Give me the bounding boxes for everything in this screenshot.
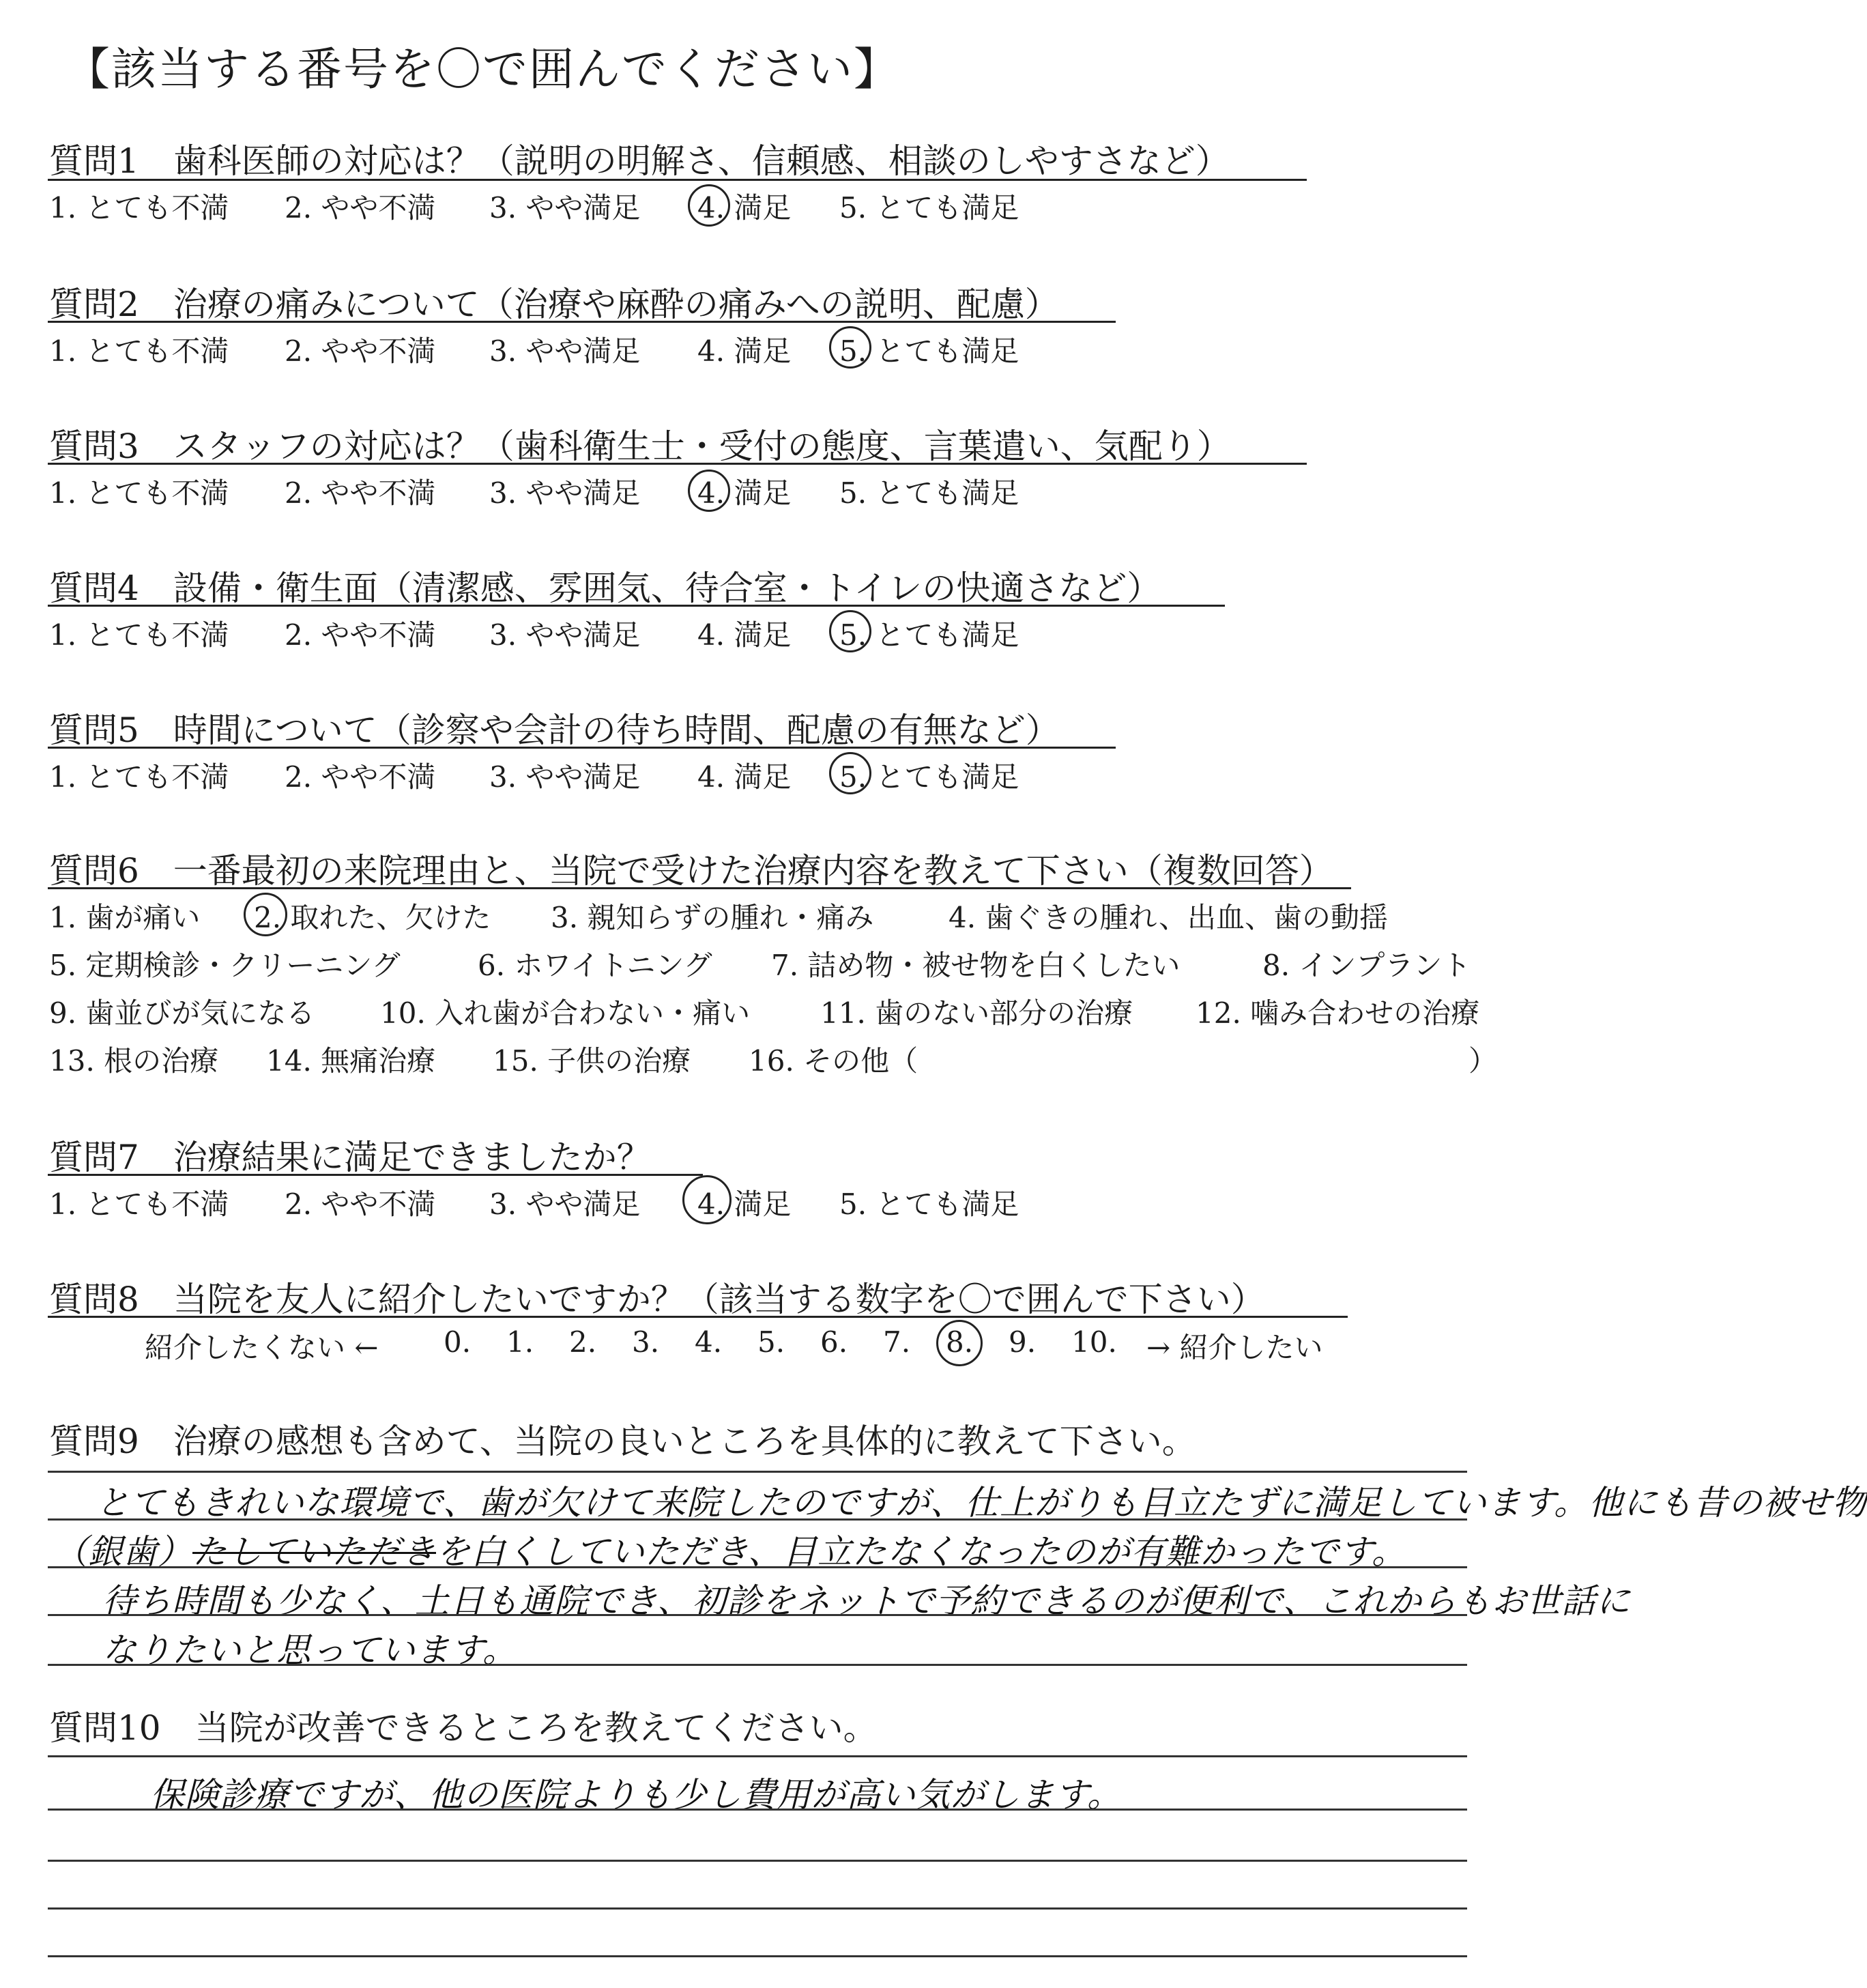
q3-option-1[interactable]: 1. とても不満: [49, 476, 229, 510]
q8-scale-9[interactable]: 9.: [1009, 1325, 1037, 1359]
q5-option-4[interactable]: 4. 満足: [697, 760, 792, 794]
q4-option-2[interactable]: 2. やや不満: [285, 618, 436, 652]
question-3-underline: [48, 463, 1307, 465]
q6-option-16[interactable]: 16. その他（: [749, 1044, 918, 1078]
q8-scale: [444, 1325, 1126, 1366]
q9-answer-struck-text: たしていただき: [192, 1532, 436, 1572]
question-8-heading: 質問8 当院を友人に紹介したいですか？（該当する数字を〇で囲んで下さい）: [49, 1280, 1265, 1319]
q6-option-15[interactable]: 15. 子供の治療: [493, 1044, 691, 1078]
question-7-options: [49, 1182, 1073, 1223]
q8-scale-4[interactable]: 4.: [695, 1325, 723, 1359]
q8-scale-6[interactable]: 6.: [820, 1325, 848, 1359]
q8-scale-2[interactable]: 2.: [569, 1325, 597, 1359]
q2-option-2[interactable]: 2. やや不満: [285, 334, 436, 368]
question-1-heading: 質問1 歯科医師の対応は？（説明の明解さ、信頼感、相談のしやすさなど）: [49, 141, 1230, 181]
q8-selected-circle-mark: [936, 1320, 983, 1366]
q10-answer-line-3: [48, 1860, 1467, 1862]
q2-option-4[interactable]: 4. 満足: [697, 334, 792, 368]
q7-option-1[interactable]: 1. とても不満: [49, 1187, 229, 1221]
q7-option-5[interactable]: 5. とても満足: [839, 1187, 1019, 1221]
q5-option-2[interactable]: 2. やや不満: [285, 760, 436, 794]
question-6-underline: [48, 887, 1351, 889]
question-1-options: [49, 186, 1073, 227]
q9-handwritten-answer-line-1: とてもきれいな環境で、歯が欠けて来院したのですが、仕上がりも目立たずに満足しています。他にも昔の被せ物: [96, 1483, 1867, 1523]
q10-answer-line-2: [48, 1809, 1467, 1811]
q9-handwritten-answer-line-3: 待ち時間も少なく、土日も通院でき、初診をネットで予約できるのが便利で、これからもお世話に: [102, 1581, 1631, 1621]
question-9-heading: 質問9 治療の感想も含めて、当院の良いところを具体的に教えて下さい。: [49, 1422, 1196, 1461]
question-2-options: [49, 329, 1073, 370]
question-7-underline: [48, 1174, 703, 1176]
q1-selected-circle-mark: [688, 184, 730, 227]
q6-row-4: [49, 1039, 1498, 1080]
q7-option-3[interactable]: 3. やや満足: [489, 1187, 641, 1221]
q9-handwritten-answer-line-4: なりたいと思っています。: [102, 1630, 517, 1670]
q2-option-1[interactable]: 1. とても不満: [49, 334, 229, 368]
question-4-heading: 質問4 設備・衛生面（清潔感、雰囲気、待合室・トイレの快適さなど）: [49, 568, 1161, 608]
q1-option-3[interactable]: 3. やや満足: [489, 191, 641, 225]
q1-option-4[interactable]: 4. 満足: [697, 191, 792, 225]
q9-answer-line-5: [48, 1664, 1467, 1666]
question-8-underline: [48, 1316, 1348, 1318]
q6-option-7[interactable]: 7. 詰め物・被せ物を白くしたい: [771, 949, 1181, 982]
q8-scale-3[interactable]: 3.: [632, 1325, 660, 1359]
q6-option-6[interactable]: 6. ホワイトニング: [478, 949, 712, 982]
q8-right-label: → 紹介したい: [1146, 1331, 1323, 1364]
q9-answer-line-2: [48, 1518, 1467, 1521]
q6-option-4[interactable]: 4. 歯ぐきの腫れ、出血、歯の動揺: [949, 901, 1388, 934]
q8-scale-8[interactable]: 8.: [946, 1325, 974, 1359]
q8-scale-0[interactable]: 0.: [444, 1325, 472, 1359]
question-2-heading: 質問2 治療の痛みについて（治療や麻酔の痛みへの説明、配慮）: [49, 285, 1059, 324]
q6-option-5[interactable]: 5. 定期検診・クリーニング: [49, 949, 401, 982]
q9-answer-silver-tooth: （銀歯）: [53, 1532, 192, 1572]
q8-left-label: 紹介したくない ←: [145, 1331, 379, 1364]
q6-selected-circle-mark: [244, 893, 287, 936]
q3-selected-circle-mark: [688, 470, 730, 512]
question-3-options: [49, 471, 1073, 512]
q6-option-11[interactable]: 11. 歯のない部分の治療: [820, 996, 1133, 1030]
q8-scale-7[interactable]: 7.: [883, 1325, 911, 1359]
q6-row-3: [49, 991, 1516, 1032]
q9-answer-line-2-rest: を白くしていただき、目立たなくなったのが有難かったです。: [436, 1532, 1406, 1572]
q10-answer-line-1: [48, 1755, 1467, 1757]
form-instruction-header: 【該当する番号を〇で囲んでください】: [65, 43, 900, 96]
question-1-underline: [48, 179, 1307, 181]
q6-option-14[interactable]: 14. 無痛治療: [266, 1044, 436, 1078]
q5-selected-circle-mark: [829, 752, 871, 794]
question-2-underline: [48, 321, 1116, 323]
question-5-options: [49, 755, 1073, 796]
q7-option-4[interactable]: 4. 満足: [697, 1187, 792, 1221]
q5-option-3[interactable]: 3. やや満足: [489, 760, 641, 794]
q6-option-3[interactable]: 3. 親知らずの腫れ・痛み: [551, 901, 874, 934]
q7-selected-circle-mark: [682, 1175, 732, 1224]
q3-option-2[interactable]: 2. やや不満: [285, 476, 436, 510]
question-4-options: [49, 613, 1073, 654]
q6-option-10[interactable]: 10. 入れ歯が合わない・痛い: [380, 996, 751, 1030]
q8-scale-5[interactable]: 5.: [757, 1325, 785, 1359]
q4-selected-circle-mark: [829, 610, 871, 652]
q9-answer-line-1: [48, 1471, 1467, 1473]
question-4-underline: [48, 605, 1225, 607]
question-6-heading: 質問6 一番最初の来院理由と、当院で受けた治療内容を教えて下さい（複数回答）: [49, 851, 1333, 891]
question-3-heading: 質問3 スタッフの対応は？（歯科衛生士・受付の態度、言葉遣い、気配り）: [49, 427, 1231, 466]
q8-scale-1[interactable]: 1.: [506, 1325, 534, 1359]
q2-selected-circle-mark: [829, 326, 871, 369]
q4-option-4[interactable]: 4. 満足: [697, 618, 792, 652]
question-5-heading: 質問5 時間について（診察や会計の待ち時間、配慮の有無など）: [49, 710, 1060, 750]
question-5-underline: [48, 747, 1116, 749]
q3-option-4[interactable]: 4. 満足: [697, 476, 792, 510]
q6-option-9[interactable]: 9. 歯並びが気になる: [49, 996, 315, 1030]
q10-answer-line-5: [48, 1955, 1467, 1957]
q6-option-2[interactable]: 2. 取れた、欠けた: [254, 901, 491, 934]
q10-handwritten-answer-line-1: 保険診療ですが、他の医院よりも少し費用が高い気がします。: [150, 1775, 1122, 1815]
q6-option-12[interactable]: 12. 噛み合わせの治療: [1196, 996, 1480, 1030]
q9-answer-line-4: [48, 1614, 1467, 1616]
q2-option-3[interactable]: 3. やや満足: [489, 334, 641, 368]
q1-option-5[interactable]: 5. とても満足: [839, 191, 1019, 225]
q3-option-5[interactable]: 5. とても満足: [839, 476, 1019, 510]
q8-scale-10[interactable]: 10.: [1071, 1325, 1117, 1359]
q9-answer-line-3: [48, 1566, 1467, 1568]
q6-option-1[interactable]: 1. 歯が痛い: [49, 901, 201, 934]
q6-option-13[interactable]: 13. 根の治療: [49, 1044, 219, 1078]
q7-option-2[interactable]: 2. やや不満: [285, 1187, 436, 1221]
q4-option-5[interactable]: 5. とても満足: [839, 618, 1019, 652]
q2-option-5[interactable]: 5. とても満足: [839, 334, 1019, 368]
q6-other-close-paren: ）: [1468, 1044, 1498, 1078]
q1-option-2[interactable]: 2. やや不満: [285, 191, 436, 225]
question-7-heading: 質問7 治療結果に満足できましたか？: [49, 1138, 651, 1177]
q5-option-5[interactable]: 5. とても満足: [839, 760, 1019, 794]
q5-option-1[interactable]: 1. とても不満: [49, 760, 229, 794]
q4-option-3[interactable]: 3. やや満足: [489, 618, 641, 652]
q10-answer-line-4: [48, 1907, 1467, 1910]
q3-option-3[interactable]: 3. やや満足: [489, 476, 641, 510]
question-10-heading: 質問10 当院が改善できるところを教えてください。: [49, 1708, 878, 1748]
q6-option-8[interactable]: 8. インプラント: [1262, 949, 1471, 982]
q1-option-1[interactable]: 1. とても不満: [49, 191, 229, 225]
q6-row-2: [49, 943, 1482, 984]
q4-option-1[interactable]: 1. とても不満: [49, 618, 229, 652]
